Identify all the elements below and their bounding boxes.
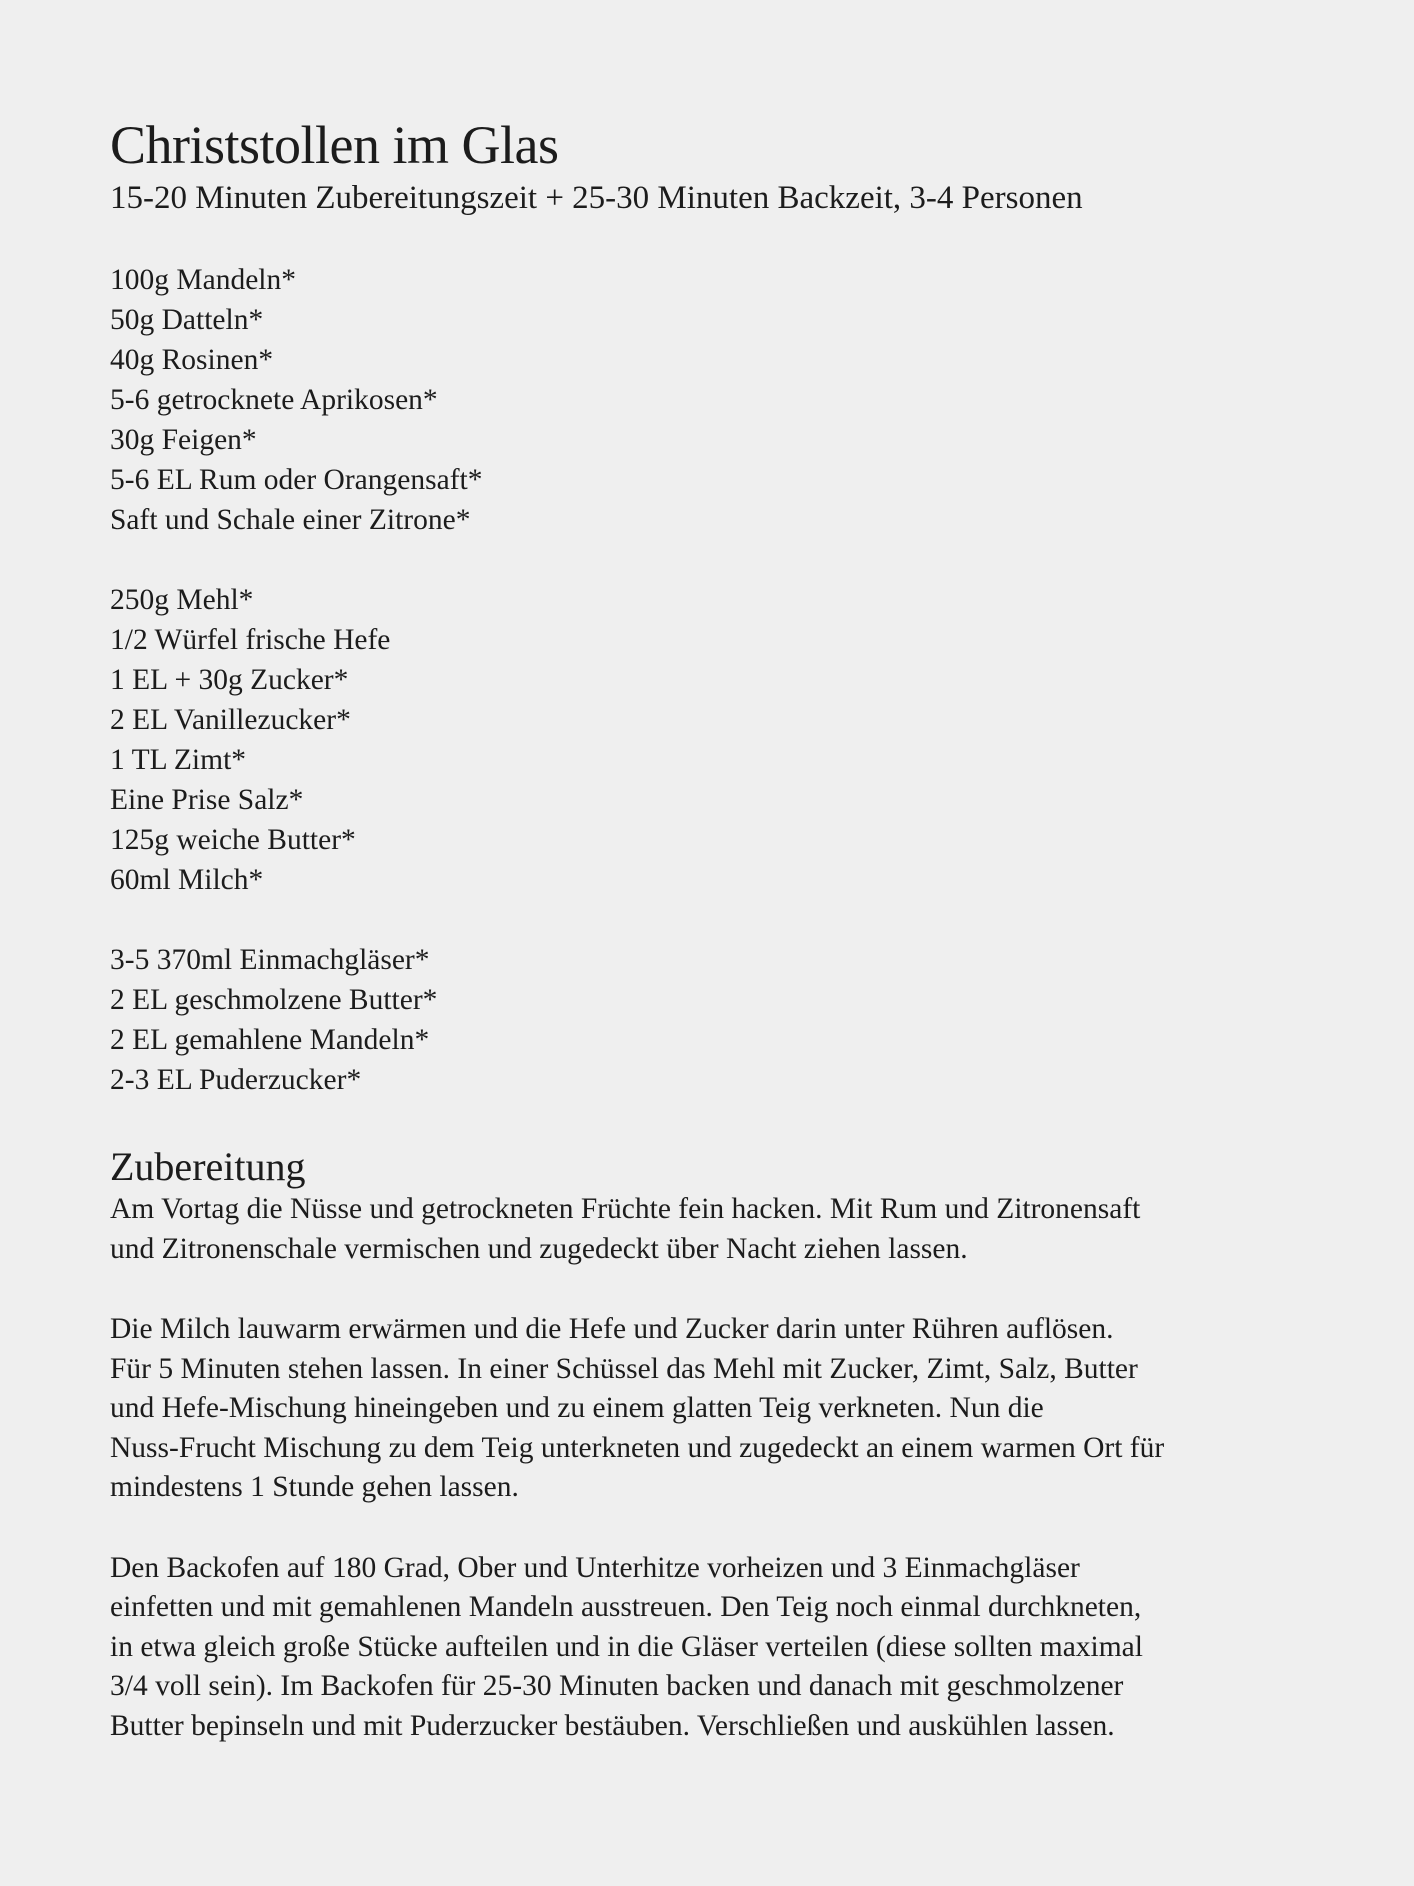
preparation-step-1 bbox=[110, 1190, 1330, 1269]
preparation-step-2 bbox=[110, 1310, 1330, 1508]
recipe-page bbox=[110, 112, 1330, 1746]
ingredient-list-dough bbox=[110, 580, 1330, 900]
text-line: und Zitronenschale vermischen und zugedeckt über Nacht ziehen lassen. bbox=[110, 1232, 968, 1265]
ingredient-list-fruit-nuts bbox=[110, 260, 1330, 540]
ingredient-item: 1 TL Zimt* bbox=[110, 744, 247, 776]
ingredient-item: 60ml Milch* bbox=[110, 864, 264, 896]
ingredient-list-finishing bbox=[110, 940, 1330, 1100]
text-line: Am Vortag die Nüsse und getrockneten Früchte fein hacken. Mit Rum und Zitronensaft bbox=[110, 1193, 1141, 1225]
ingredient-item: 125g weiche Butter* bbox=[110, 824, 356, 856]
ingredient-item: 2 EL geschmolzene Butter* bbox=[110, 984, 438, 1016]
ingredient-item: 2 EL gemahlene Mandeln* bbox=[110, 1024, 430, 1056]
text-line: Für 5 Minuten stehen lassen. In einer Schüssel das Mehl mit Zucker, Zimt, Salz, Butter bbox=[110, 1352, 1138, 1385]
preparation-heading: Zubereitung bbox=[110, 1144, 306, 1189]
ingredient-item: 250g Mehl* bbox=[110, 584, 254, 616]
ingredient-item: 2 EL Vanillezucker* bbox=[110, 704, 351, 736]
text-line: Die Milch lauwarm erwärmen und die Hefe und Zucker darin unter Rühren auflösen. bbox=[110, 1313, 1114, 1345]
text-line: Butter bepinseln und mit Puderzucker bestäuben. Verschließen und auskühlen lassen. bbox=[110, 1709, 1115, 1742]
preparation-step-3 bbox=[110, 1549, 1330, 1747]
text-line: in etwa gleich große Stücke aufteilen und in die Gläser verteilen (diese sollten maximal bbox=[110, 1630, 1143, 1663]
text-line: Den Backofen auf 180 Grad, Ober und Unterhitze vorheizen und 3 Einmachgläser bbox=[110, 1551, 1080, 1584]
ingredient-item: 40g Rosinen* bbox=[110, 344, 274, 376]
text-line: Nuss-Frucht Mischung zu dem Teig unterkneten und zugedeckt an einem warmen Ort für bbox=[110, 1431, 1165, 1464]
ingredient-item: Saft und Schale einer Zitrone* bbox=[110, 504, 471, 536]
text-line: mindestens 1 Stunde gehen lassen. bbox=[110, 1471, 519, 1503]
text-line: 3/4 voll sein). Im Backofen für 25-30 Minuten backen und danach mit geschmolzener bbox=[110, 1670, 1124, 1702]
ingredient-item: 2-3 EL Puderzucker* bbox=[110, 1064, 362, 1096]
ingredient-item: Eine Prise Salz* bbox=[110, 784, 304, 816]
ingredient-item: 50g Datteln* bbox=[110, 304, 264, 336]
recipe-subtitle: 15-20 Minuten Zubereitungszeit + 25-30 Minuten Backzeit, 3-4 Personen bbox=[110, 180, 1083, 216]
ingredient-item: 5-6 getrocknete Aprikosen* bbox=[110, 384, 438, 416]
recipe-title: Christstollen im Glas bbox=[110, 115, 559, 175]
text-line: und Hefe-Mischung hineingeben und zu einem glatten Teig verkneten. Nun die bbox=[110, 1392, 1044, 1424]
ingredient-item: 3-5 370ml Einmachgläser* bbox=[110, 944, 430, 976]
ingredient-item: 5-6 EL Rum oder Orangensaft* bbox=[110, 464, 483, 496]
ingredient-item: 1/2 Würfel frische Hefe bbox=[110, 624, 391, 656]
ingredient-item: 30g Feigen* bbox=[110, 424, 257, 456]
text-line: einfetten und mit gemahlenen Mandeln ausstreuen. Den Teig noch einmal durchkneten, bbox=[110, 1591, 1142, 1623]
ingredient-item: 1 EL + 30g Zucker* bbox=[110, 664, 349, 696]
ingredient-item: 100g Mandeln* bbox=[110, 264, 296, 296]
